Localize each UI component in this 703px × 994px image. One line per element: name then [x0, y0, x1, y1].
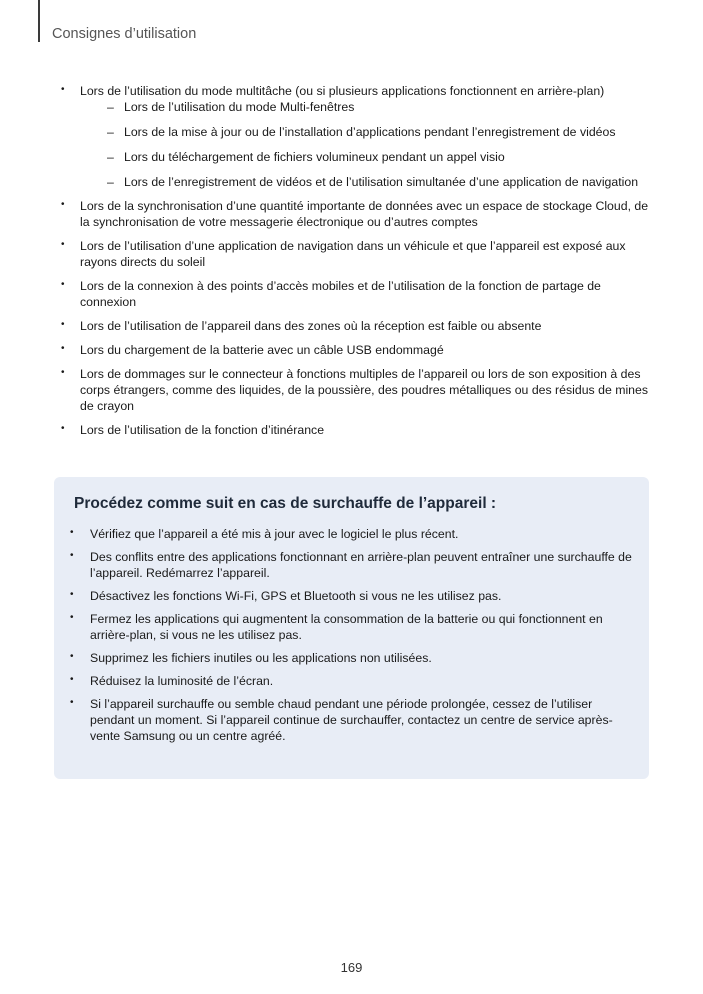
note-list-item-text: Vérifiez que l’appareil a été mis à jour avec le logiciel le plus récent.: [90, 527, 459, 541]
bullet-icon: •: [70, 589, 74, 600]
note-list-item: [66, 696, 636, 744]
page-number: 169: [340, 960, 363, 975]
list-item-text: Lors de dommages sur le connecteur à fonctions multiples de l’appareil ou lors de son exposition à des corps étrangers, comme des liquides, de la poussière, des poudres métalliques ou des résidus de mines de crayon: [80, 367, 649, 413]
dash-icon: –: [107, 150, 114, 164]
bullet-icon: •: [61, 199, 65, 210]
sub-list-item: [80, 149, 657, 165]
bullet-icon: •: [61, 319, 65, 330]
sub-list-item: [80, 174, 657, 190]
header-rule: [38, 0, 40, 42]
note-list-item: [66, 526, 636, 542]
list-item-text: Lors du chargement de la batterie avec un câble USB endommagé: [80, 343, 444, 357]
list-item-text: Lors de l’utilisation de la fonction d’itinérance: [80, 423, 325, 437]
list-item: [57, 238, 657, 270]
bullet-icon: •: [61, 239, 65, 250]
sub-list-item-text: Lors de la mise à jour ou de l’installation d’applications pendant l’enregistrement de vidéos: [124, 125, 616, 139]
bullet-icon: •: [61, 279, 65, 290]
list-item: [57, 318, 657, 334]
sub-list-item-text: Lors du téléchargement de fichiers volumineux pendant un appel visio: [124, 150, 505, 164]
page-header-title: Consignes d’utilisation: [52, 26, 197, 42]
bullet-icon: •: [61, 423, 65, 434]
note-list-item-text: Fermez les applications qui augmentent la consommation de la batterie ou qui fonctionnent en arrière-plan, si vous ne les utilisez pas.: [90, 612, 603, 642]
bullet-icon: •: [70, 527, 74, 538]
note-list-item-text: Si l’appareil surchauffe ou semble chaud pendant une période prolongée, cessez de l’utiliser pendant un moment. Si l’appareil continue de surchauffer, contactez un centre de service après-vente Samsung ou un centre agréé.: [90, 697, 613, 743]
bullet-icon: •: [61, 343, 65, 354]
list-item: [57, 278, 657, 310]
list-item-text: Lors de la synchronisation d’une quantité importante de données avec un espace de stockage Cloud, de la synchronisation de votre messagerie électronique ou d’autres comptes: [80, 199, 649, 229]
overheating-note-box: [54, 477, 649, 779]
main-content: [57, 83, 657, 446]
sub-list: [80, 99, 657, 190]
sub-list-item: [80, 99, 657, 115]
note-list-item: [66, 549, 636, 581]
note-list-item: [66, 611, 636, 643]
bullet-icon: •: [70, 697, 74, 708]
list-item: [57, 422, 657, 438]
list-item-text: Lors de la connexion à des points d’accès mobiles et de l’utilisation de la fonction de partage de connexion: [80, 279, 601, 309]
note-list-item-text: Réduisez la luminosité de l’écran.: [90, 674, 274, 688]
list-item-text: Lors de l’utilisation du mode multitâche (ou si plusieurs applications fonctionnent en arrière-plan): [80, 84, 605, 98]
situations-list: [57, 83, 657, 438]
list-item-text: Lors de l’utilisation de l’appareil dans des zones où la réception est faible ou absente: [80, 319, 542, 333]
list-item: [57, 198, 657, 230]
list-item: [57, 342, 657, 358]
note-list-item: [66, 650, 636, 666]
bullet-icon: •: [70, 674, 74, 685]
bullet-icon: •: [61, 84, 65, 95]
sub-list-item-text: Lors de l’enregistrement de vidéos et de l’utilisation simultanée d’une application de navigation: [124, 175, 639, 189]
dash-icon: –: [107, 100, 114, 114]
list-item: [57, 83, 657, 190]
sub-list-item: [80, 124, 657, 140]
dash-icon: –: [107, 125, 114, 139]
note-list-item: [66, 673, 636, 689]
note-list-item: [66, 588, 636, 604]
sub-list-item-text: Lors de l’utilisation du mode Multi-fenêtres: [124, 100, 355, 114]
note-title: Procédez comme suit en cas de surchauffe de l’appareil :: [74, 495, 497, 512]
dash-icon: –: [107, 175, 114, 189]
bullet-icon: •: [70, 612, 74, 623]
list-item: [57, 366, 657, 414]
bullet-icon: •: [70, 550, 74, 561]
note-list-item-text: Supprimez les fichiers inutiles ou les applications non utilisées.: [90, 651, 432, 665]
note-list-item-text: Désactivez les fonctions Wi-Fi, GPS et Bluetooth si vous ne les utilisez pas.: [90, 589, 502, 603]
note-list-item-text: Des conflits entre des applications fonctionnant en arrière-plan peuvent entraîner une surchauffe de l’appareil. Redémarrez l’appareil.: [90, 550, 632, 580]
bullet-icon: •: [70, 651, 74, 662]
list-item-text: Lors de l’utilisation d’une application de navigation dans un véhicule et que l’appareil est exposé aux rayons directs du soleil: [80, 239, 626, 269]
note-list: [66, 526, 636, 751]
bullet-icon: •: [61, 367, 65, 378]
